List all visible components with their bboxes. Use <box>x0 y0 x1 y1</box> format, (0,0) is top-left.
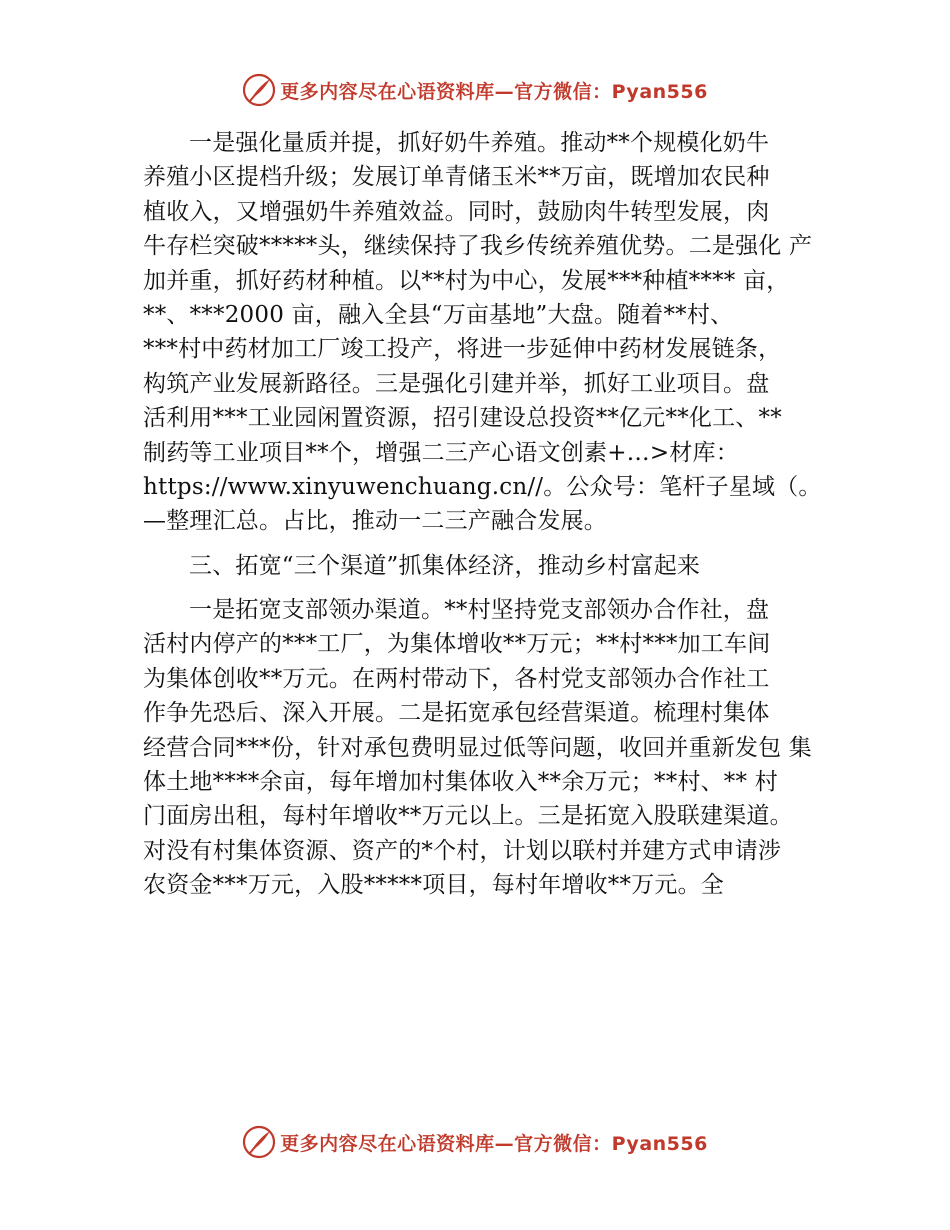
text-line: 加并重，抓好药材种植。以**村为中心，发展***种植**** 亩， <box>143 267 790 294</box>
document-body <box>143 126 833 903</box>
text-line: 作争先恐后、深入开展。二是拓宽承包经营渠道。梳理村集体 <box>143 700 770 727</box>
text-line: https://www.xinyuwenchuang.cn//。公众号：笔杆子星域（。 <box>143 473 822 500</box>
footer-banner <box>0 1122 950 1162</box>
quill-pen-logo-icon <box>242 73 276 107</box>
text-line: ***村中药材加工厂竣工投产，将进一步延伸中药材发展链条， <box>143 336 782 363</box>
text-line: 对没有村集体资源、资产的*个村，计划以联村并建方式申请涉 <box>143 837 782 864</box>
text-line: 为集体创收**万元。在两村带动下，各村党支部领办合作社工 <box>143 665 770 692</box>
text-line: 活村内停产的***工厂，为集体增收**万元；**村***加工车间 <box>143 631 771 658</box>
text-line: 制药等工业项目**个，增强二三产心语文创素+…>材库： <box>143 439 739 466</box>
text-line: 一是强化量质并提，抓好奶牛养殖。推动**个规模化奶牛 <box>189 130 770 156</box>
section-heading: 三、拓宽“三个渠道”抓集体经济，推动乡村富起来 <box>189 552 701 579</box>
footer-banner-text: 更多内容尽在心语资料库—官方微信：Pyan556 <box>280 1132 708 1155</box>
paragraph-collective-economy <box>143 593 833 903</box>
text-line: 经营合同***份，针对承包费明显过低等问题，收回并重新发包 集 <box>143 734 813 761</box>
text-line: 活利用***工业园闲置资源，招引建设总投资**亿元**化工、** <box>143 405 782 432</box>
text-line: **、***2000 亩，融入全县“万亩基地”大盘。随着**村、 <box>143 301 734 328</box>
text-line: 门面房出租，每村年增收**万元以上。三是拓宽入股联建渠道。 <box>143 803 793 830</box>
header-banner <box>0 70 950 110</box>
text-line: 植收入，又增强奶牛养殖效益。同时，鼓励肉牛转型发展，肉 <box>143 198 770 225</box>
text-line: 体土地****余亩，每年增加村集体收入**余万元；**村、** 村 <box>143 769 778 796</box>
quill-pen-logo-icon <box>242 1125 276 1159</box>
text-line: 养殖小区提档升级；发展订单青储玉米**万亩，既增加农民种 <box>143 164 770 191</box>
text-line: 农资金***万元，入股*****项目，每村年增收**万元。全 <box>143 872 724 899</box>
header-banner-text: 更多内容尽在心语资料库—官方微信：Pyan556 <box>280 80 708 103</box>
paragraph-industry <box>143 126 833 539</box>
text-line: 构筑产业发展新路径。三是强化引建并举，抓好工业项目。盘 <box>143 370 770 397</box>
text-line: 牛存栏突破*****头，继续保持了我乡传统养殖优势。二是强化 产 <box>143 233 813 260</box>
text-line: —整理汇总。占比，推动一二三产融合发展。 <box>143 508 607 535</box>
text-line: 一是拓宽支部领办渠道。**村坚持党支部领办合作社，盘 <box>189 597 770 624</box>
